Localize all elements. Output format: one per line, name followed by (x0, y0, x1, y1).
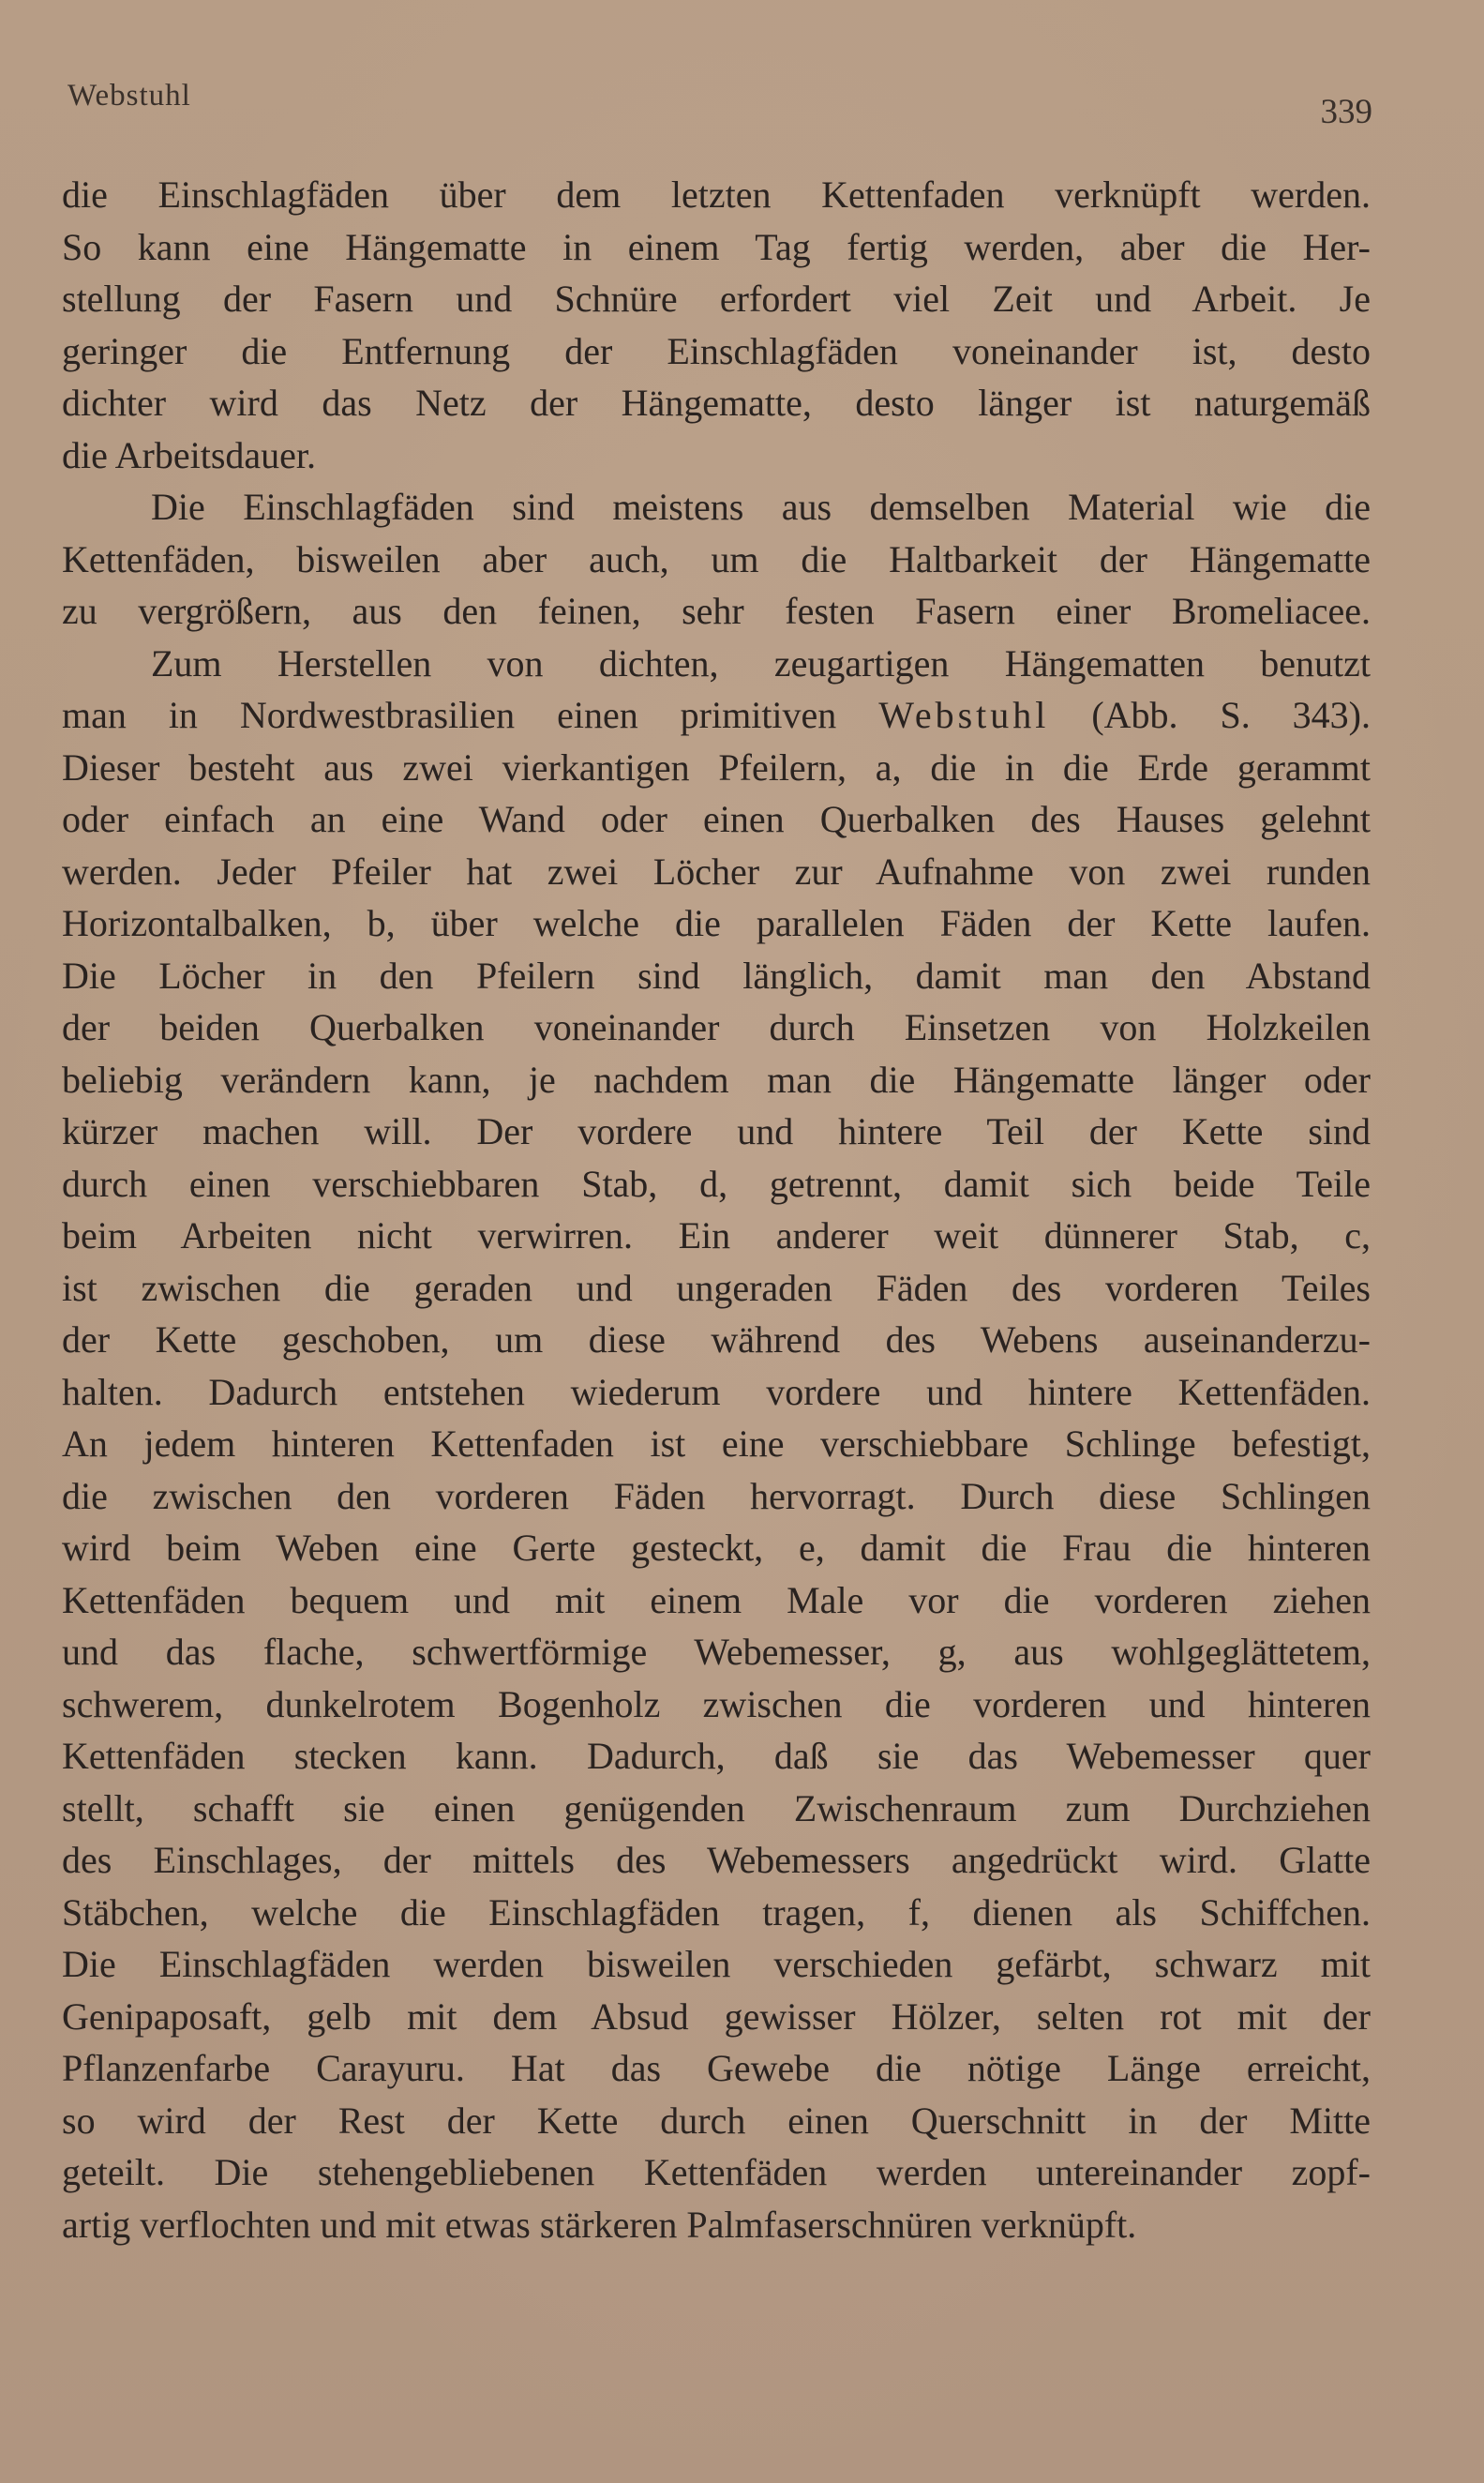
text-line: Kettenfäden bequem und mit einem Male vor die vorderen ziehen (62, 1578, 1371, 1621)
text-line: Kettenfäden stecken kann. Dadurch, daß sie das Webemesser quer (62, 1735, 1371, 1777)
text-line-with-term (62, 689, 1371, 742)
text-line: so wird der Rest der Kette durch einen Querschnitt in der Mitte (62, 2099, 1371, 2142)
text-line: So kann eine Hängematte in einem Tag fertig werden, aber die Her- (62, 225, 1371, 268)
text-line: Genipaposaft, gelb mit dem Absud gewisser Hölzer, selten rot mit der (62, 1994, 1371, 2038)
text-line: Die Einschlagfäden sind meistens aus demselben Material wie die (151, 486, 1371, 528)
running-head: Webstuhl (67, 79, 191, 113)
text-line: der beiden Querbalken voneinander durch Einsetzen von Holzkeilen (62, 1006, 1371, 1048)
text-line: geteilt. Die stehengebliebenen Kettenfäden werden untereinander zopf- (62, 2151, 1371, 2193)
text-line: An jedem hinteren Kettenfaden ist eine verschiebbare Schlinge befestigt, (62, 1422, 1371, 1465)
text-line: schwerem, dunkelrotem Bogenholz zwischen die vorderen und hinteren (62, 1682, 1371, 1725)
text-line: die zwischen den vorderen Fäden hervorragt. Durch diese Schlingen (62, 1474, 1371, 1517)
text-line: Stäbchen, welche die Einschlagfäden tragen, f, dienen als Schiffchen. (62, 1890, 1371, 1934)
text-line: geringer die Entfernung der Einschlagfäden voneinander ist, desto (62, 329, 1371, 372)
text-line: Kettenfäden, bisweilen aber auch, um die Haltbarkeit der Hängematte (62, 537, 1371, 580)
text-line: Zum Herstellen von dichten, zeugartigen Hängematten benutzt (151, 641, 1371, 685)
paragraph-1 (62, 169, 1371, 481)
text-line: kürzer machen will. Der vordere und hintere Teil der Kette sind (62, 1110, 1371, 1152)
text-line: Horizontalbalken, b, über welche die parallelen Fäden der Kette laufen. (62, 902, 1371, 944)
text-segment: man in Nordwestbrasilien einen primitiven (62, 694, 837, 736)
text-line: Die Löcher in den Pfeilern sind länglich, damit man den Abstand (62, 954, 1371, 997)
paragraph-2 (62, 481, 1371, 638)
text-line: stellt, schafft sie einen genügenden Zwischenraum zum Durchziehen (62, 1786, 1371, 1829)
paragraph-3 (62, 638, 1371, 2251)
text-line: werden. Jeder Pfeiler hat zwei Löcher zur Aufnahme von zwei runden (62, 850, 1371, 893)
text-line: beliebig verändern kann, je nachdem man die Hängematte länger oder (62, 1058, 1371, 1101)
text-line: artig verflochten und mit etwas stärkeren Palmfaserschnüren verknüpft. (62, 2203, 1137, 2246)
text-line: zu vergrößern, aus den feinen, sehr festen Fasern einer Bromeliacee. (62, 590, 1371, 632)
text-line: dichter wird das Netz der Hängematte, desto länger ist naturgemäß (62, 382, 1371, 424)
text-line: der Kette geschoben, um diese während des Webens auseinanderzu- (62, 1318, 1371, 1361)
text-line: des Einschlages, der mittels des Webemessers angedrückt wird. Glatte (62, 1839, 1371, 1881)
page-number: 339 (1320, 93, 1372, 131)
text-line: wird beim Weben eine Gerte gesteckt, e, damit die Frau die hinteren (62, 1527, 1371, 1569)
text-line: durch einen verschiebbaren Stab, d, getrennt, damit sich beide Teile (62, 1162, 1371, 1205)
text-line: und das flache, schwertförmige Webemesser, g, aus wohlgeglättetem, (62, 1631, 1371, 1673)
text-line: beim Arbeiten nicht verwirren. Ein anderer weit dünnerer Stab, c, (62, 1214, 1371, 1257)
text-line: stellung der Fasern und Schnüre erfordert viel Zeit und Arbeit. Je (62, 278, 1371, 320)
text-line: Pflanzenfarbe Carayuru. Hat das Gewebe die nötige Länge erreicht, (62, 2047, 1371, 2089)
text-line: die Einschlagfäden über dem letzten Kettenfaden verknüpft werden. (62, 173, 1371, 216)
text-line: halten. Dadurch entstehen wiederum vordere und hintere Kettenfäden. (62, 1370, 1371, 1413)
text-line: ist zwischen die geraden und ungeraden Fäden des vorderen Teiles (62, 1266, 1371, 1309)
text-line: Dieser besteht aus zwei vierkantigen Pfeilern, a, die in die Erde gerammt (62, 745, 1371, 789)
text-line: die Arbeitsdauer. (62, 433, 317, 476)
text-line: oder einfach an eine Wand oder einen Querbalken des Hauses gelehnt (62, 798, 1371, 840)
figure-reference: (Abb. S. 343). (1091, 694, 1371, 736)
spaced-term: Webstuhl (878, 694, 1050, 736)
text-line: Die Einschlagfäden werden bisweilen verschieden gefärbt, schwarz mit (62, 1943, 1371, 1985)
body-text (62, 169, 1371, 2250)
